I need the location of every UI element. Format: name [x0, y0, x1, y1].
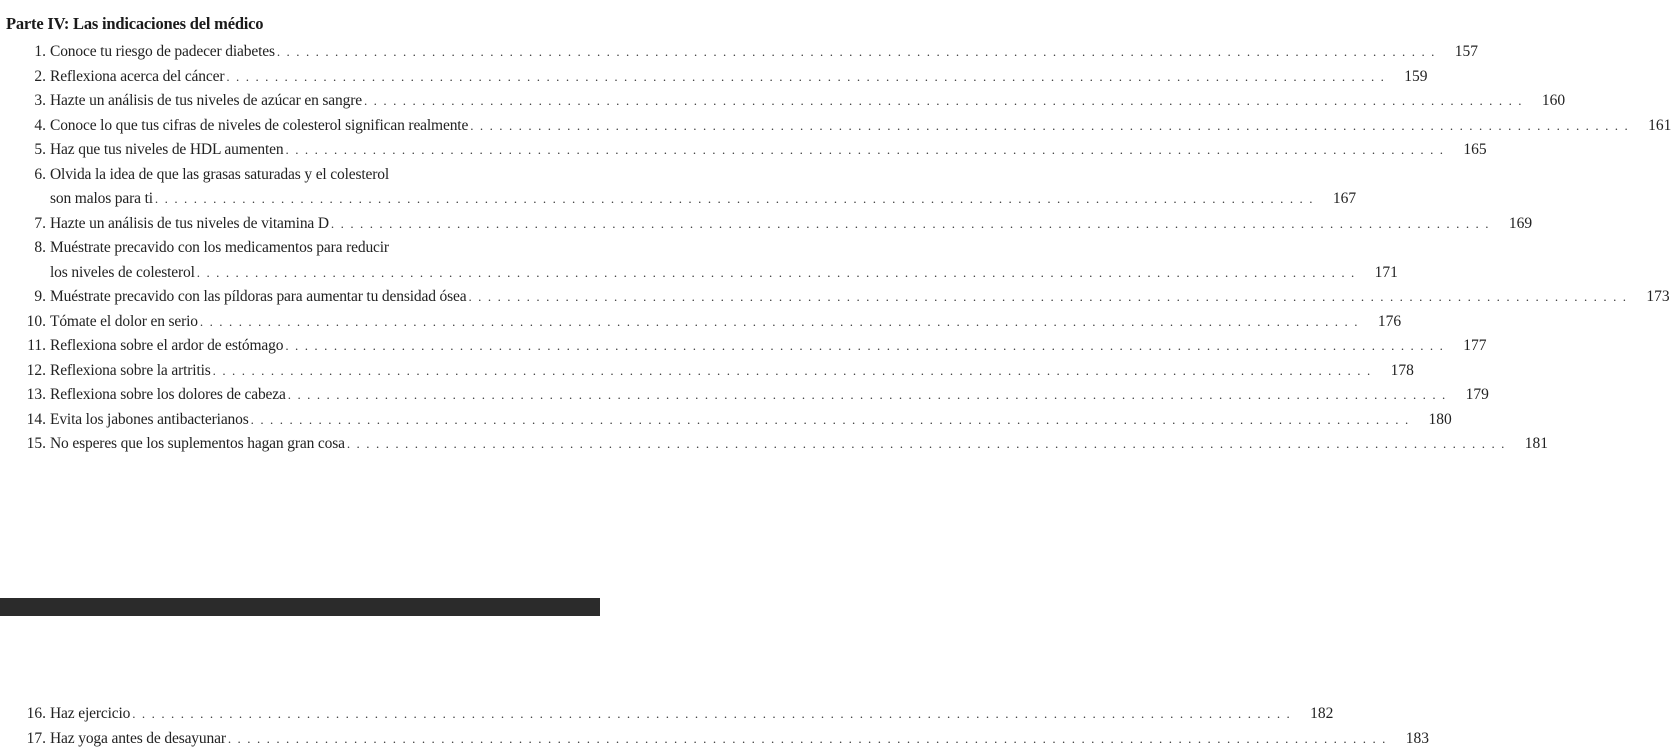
toc-entry-line — [0, 212, 600, 237]
toc-entry-page: 167 — [1320, 187, 1356, 212]
toc-entry-title: Hazte un análisis de tus niveles de vitamina D — [50, 212, 329, 237]
toc-entry-number: 7. — [0, 212, 50, 237]
toc-entry-line — [0, 114, 600, 139]
toc-entry[interactable] — [0, 212, 600, 237]
page-bottom — [0, 616, 600, 750]
toc-entry-page: 182 — [1297, 702, 1333, 727]
toc-entry-page: 180 — [1416, 408, 1452, 433]
toc-entry[interactable] — [0, 334, 600, 359]
toc-entry-number: 2. — [0, 65, 50, 90]
toc-entry-page: 181 — [1512, 432, 1548, 457]
toc-entry-line — [0, 408, 600, 433]
toc-entry-title: Haz ejercicio — [50, 702, 130, 727]
dot-leader: . . . . . . . . . . . . . . . . . . . . . . . . . . . . . . . . . . . . . . . . . . . . . . . . . . . . . . . . . . . . . . . . . . . . . . . . . . . . . . . . . . . . . . . . . . . . . . . . . . . . . . . . . . . . . . . . . . . . . . . . — [132, 702, 1291, 727]
dot-leader: . . . . . . . . . . . . . . . . . . . . . . . . . . . . . . . . . . . . . . . . . . . . . . . . . . . . . . . . . . . . . . . . . . . . . . . . . . . . . . . . . . . . . . . . . . . . . . . . . . . . . . . . . . . . . . . . . . . . . . . . — [213, 359, 1372, 384]
toc-entry-page: 173 — [1634, 285, 1670, 310]
toc-entry-line — [0, 65, 600, 90]
toc-entry-title: No esperes que los suplementos hagan gran cosa — [50, 432, 345, 457]
toc-entry-number: 8. — [0, 236, 50, 261]
toc-entry-title: Muéstrate precavido con las píldoras para aumentar tu densidad ósea — [50, 285, 466, 310]
toc-entry[interactable] — [0, 163, 600, 212]
toc-entry[interactable] — [0, 432, 600, 457]
dot-leader: . . . . . . . . . . . . . . . . . . . . . . . . . . . . . . . . . . . . . . . . . . . . . . . . . . . . . . . . . . . . . . . . . . . . . . . . . . . . . . . . . . . . . . . . . . . . . . . . . . . . . . . . . . . . . . . . . . . . . . . . — [468, 285, 1627, 310]
dot-leader: . . . . . . . . . . . . . . . . . . . . . . . . . . . . . . . . . . . . . . . . . . . . . . . . . . . . . . . . . . . . . . . . . . . . . . . . . . . . . . . . . . . . . . . . . . . . . . . . . . . . . . . . . . . . . . . . . . . . . . . . — [277, 40, 1436, 65]
page-divider — [0, 598, 600, 616]
toc-entry-title: Tómate el dolor en serio — [50, 310, 198, 335]
toc-entry-number: 13. — [0, 383, 50, 408]
toc-entry-number: 10. — [0, 310, 50, 335]
toc-entry-page: 157 — [1442, 40, 1478, 65]
toc-entry-page: 179 — [1453, 383, 1489, 408]
toc-entry-title: Haz yoga antes de desayunar — [50, 727, 226, 751]
toc-entry-number: 15. — [0, 432, 50, 457]
dot-leader: . . . . . . . . . . . . . . . . . . . . . . . . . . . . . . . . . . . . . . . . . . . . . . . . . . . . . . . . . . . . . . . . . . . . . . . . . . . . . . . . . . . . . . . . . . . . . . . . . . . . . . . . . . . . . . . . . . . . . . . . — [470, 114, 1629, 139]
dot-leader: . . . . . . . . . . . . . . . . . . . . . . . . . . . . . . . . . . . . . . . . . . . . . . . . . . . . . . . . . . . . . . . . . . . . . . . . . . . . . . . . . . . . . . . . . . . . . . . . . . . . . . . . . . . . . . . . . . . . . . . . — [347, 432, 1506, 457]
toc-entry-title: Reflexiona sobre la artritis — [50, 359, 211, 384]
dot-leader: . . . . . . . . . . . . . . . . . . . . . . . . . . . . . . . . . . . . . . . . . . . . . . . . . . . . . . . . . . . . . . . . . . . . . . . . . . . . . . . . . . . . . . . . . . . . . . . . . . . . . . . . . . . . . . . . . . . . . . . . — [251, 408, 1410, 433]
toc-entry-page: 169 — [1496, 212, 1532, 237]
toc-entry[interactable] — [0, 138, 600, 163]
toc-entry[interactable] — [0, 408, 600, 433]
dot-leader: . . . . . . . . . . . . . . . . . . . . . . . . . . . . . . . . . . . . . . . . . . . . . . . . . . . . . . . . . . . . . . . . . . . . . . . . . . . . . . . . . . . . . . . . . . . . . . . . . . . . . . . . . . . . . . . . . . . . . . . . — [155, 187, 1314, 212]
toc-entry-line — [0, 285, 600, 310]
toc-entry[interactable] — [0, 359, 600, 384]
toc-entry-line — [0, 163, 600, 188]
toc-entry-page: 159 — [1392, 65, 1428, 90]
toc-entry-number: 5. — [0, 138, 50, 163]
toc-entry-continuation — [0, 187, 600, 212]
toc-entry[interactable] — [0, 114, 600, 139]
toc-entry-page: 183 — [1393, 727, 1429, 751]
toc-entry-number: 3. — [0, 89, 50, 114]
dot-leader: . . . . . . . . . . . . . . . . . . . . . . . . . . . . . . . . . . . . . . . . . . . . . . . . . . . . . . . . . . . . . . . . . . . . . . . . . . . . . . . . . . . . . . . . . . . . . . . . . . . . . . . . . . . . . . . . . . . . . . . . — [364, 89, 1523, 114]
toc-entry[interactable] — [0, 383, 600, 408]
dot-leader: . . . . . . . . . . . . . . . . . . . . . . . . . . . . . . . . . . . . . . . . . . . . . . . . . . . . . . . . . . . . . . . . . . . . . . . . . . . . . . . . . . . . . . . . . . . . . . . . . . . . . . . . . . . . . . . . . . . . . . . . — [288, 383, 1447, 408]
toc-entry-line — [0, 89, 600, 114]
toc-entry-title: Haz que tus niveles de HDL aumenten — [50, 138, 284, 163]
toc-entry-title: los niveles de colesterol — [50, 261, 195, 286]
dot-leader: . . . . . . . . . . . . . . . . . . . . . . . . . . . . . . . . . . . . . . . . . . . . . . . . . . . . . . . . . . . . . . . . . . . . . . . . . . . . . . . . . . . . . . . . . . . . . . . . . . . . . . . . . . . . . . . . . . . . . . . . — [286, 138, 1445, 163]
dot-leader: . . . . . . . . . . . . . . . . . . . . . . . . . . . . . . . . . . . . . . . . . . . . . . . . . . . . . . . . . . . . . . . . . . . . . . . . . . . . . . . . . . . . . . . . . . . . . . . . . . . . . . . . . . . . . . . . . . . . . . . . — [226, 65, 1385, 90]
toc-entry-number: 1. — [0, 40, 50, 65]
toc-entry-line — [0, 236, 600, 261]
toc-entry[interactable] — [0, 285, 600, 310]
toc-entry-title: Reflexiona sobre el ardor de estómago — [50, 334, 283, 359]
toc-entry-number: 6. — [0, 163, 50, 188]
toc-entry-line — [0, 138, 600, 163]
page-top — [0, 0, 600, 598]
toc-entry-line — [0, 727, 600, 751]
toc-entry[interactable] — [0, 89, 600, 114]
dot-leader: . . . . . . . . . . . . . . . . . . . . . . . . . . . . . . . . . . . . . . . . . . . . . . . . . . . . . . . . . . . . . . . . . . . . . . . . . . . . . . . . . . . . . . . . . . . . . . . . . . . . . . . . . . . . . . . . . . . . . . . . — [285, 334, 1444, 359]
toc-entry-line — [0, 310, 600, 335]
toc-entry-number: 14. — [0, 408, 50, 433]
toc-entry-title: Reflexiona acerca del cáncer — [50, 65, 224, 90]
toc-entry-page: 171 — [1362, 261, 1398, 286]
toc-entry-title: Olvida la idea de que las grasas saturadas y el colesterol — [50, 163, 389, 188]
toc-entry[interactable] — [0, 727, 600, 751]
toc-entry-number: 11. — [0, 334, 50, 359]
toc-entry-continuation — [0, 261, 600, 286]
toc-entry-line — [0, 702, 600, 727]
toc-entry-page: 178 — [1378, 359, 1414, 384]
toc-list-continued — [0, 702, 600, 751]
toc-list — [0, 40, 600, 457]
toc-entry-title: Conoce tu riesgo de padecer diabetes — [50, 40, 275, 65]
toc-entry-title: Evita los jabones antibacterianos — [50, 408, 249, 433]
toc-entry[interactable] — [0, 40, 600, 65]
toc-entry-line — [0, 334, 600, 359]
dot-leader: . . . . . . . . . . . . . . . . . . . . . . . . . . . . . . . . . . . . . . . . . . . . . . . . . . . . . . . . . . . . . . . . . . . . . . . . . . . . . . . . . . . . . . . . . . . . . . . . . . . . . . . . . . . . . . . . . . . . . . . . — [228, 727, 1387, 751]
toc-entry-title: Reflexiona sobre los dolores de cabeza — [50, 383, 286, 408]
toc-entry-page: 165 — [1451, 138, 1487, 163]
dot-leader: . . . . . . . . . . . . . . . . . . . . . . . . . . . . . . . . . . . . . . . . . . . . . . . . . . . . . . . . . . . . . . . . . . . . . . . . . . . . . . . . . . . . . . . . . . . . . . . . . . . . . . . . . . . . . . . . . . . . . . . . — [197, 261, 1356, 286]
toc-entry-line — [0, 40, 600, 65]
toc-entry[interactable] — [0, 236, 600, 285]
toc-entry[interactable] — [0, 310, 600, 335]
toc-entry-number: 16. — [0, 702, 50, 727]
toc-entry-title: Conoce lo que tus cifras de niveles de colesterol significan realmente — [50, 114, 468, 139]
toc-entry-page: 177 — [1450, 334, 1486, 359]
toc-entry-page: 176 — [1365, 310, 1401, 335]
toc-entry-page: 161 — [1635, 114, 1671, 139]
dot-leader: . . . . . . . . . . . . . . . . . . . . . . . . . . . . . . . . . . . . . . . . . . . . . . . . . . . . . . . . . . . . . . . . . . . . . . . . . . . . . . . . . . . . . . . . . . . . . . . . . . . . . . . . . . . . . . . . . . . . . . . . — [200, 310, 1359, 335]
toc-entry-title: son malos para ti — [50, 187, 153, 212]
toc-entry-line — [0, 432, 600, 457]
toc-entry-line — [0, 359, 600, 384]
toc-entry-page: 160 — [1529, 89, 1565, 114]
dot-leader: . . . . . . . . . . . . . . . . . . . . . . . . . . . . . . . . . . . . . . . . . . . . . . . . . . . . . . . . . . . . . . . . . . . . . . . . . . . . . . . . . . . . . . . . . . . . . . . . . . . . . . . . . . . . . . . . . . . . . . . . — [331, 212, 1490, 237]
toc-entry[interactable] — [0, 702, 600, 727]
part-title: Parte IV: Las indicaciones del médico — [6, 14, 263, 34]
toc-entry-title: Muéstrate precavido con los medicamentos para reducir — [50, 236, 389, 261]
toc-entry-number: 12. — [0, 359, 50, 384]
toc-entry-number: 4. — [0, 114, 50, 139]
toc-entry-number: 9. — [0, 285, 50, 310]
toc-entry-line — [0, 383, 600, 408]
toc-entry-number: 17. — [0, 727, 50, 751]
toc-entry[interactable] — [0, 65, 600, 90]
toc-entry-title: Hazte un análisis de tus niveles de azúcar en sangre — [50, 89, 362, 114]
